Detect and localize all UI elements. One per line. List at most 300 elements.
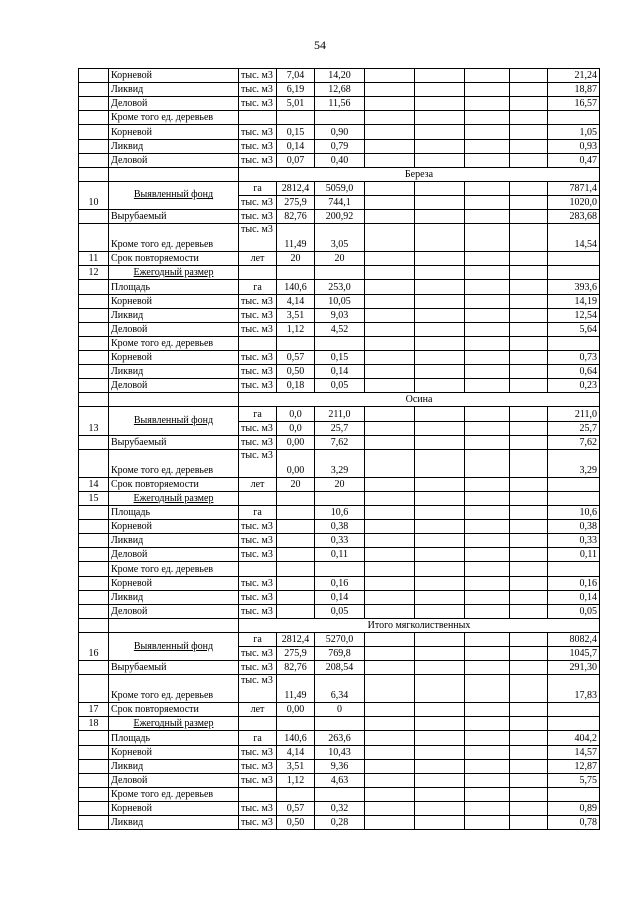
unit-cell: тыс. м3 (239, 83, 277, 97)
row-label: Выявленный фонд (109, 632, 239, 660)
table-row (79, 111, 600, 125)
value-cell: 0,50 (277, 816, 315, 830)
section-title: Береза (239, 167, 600, 181)
empty-cell (415, 505, 465, 519)
value-cell (277, 520, 315, 534)
table-row (79, 83, 600, 97)
empty-cell (465, 210, 510, 224)
total-cell: 7,62 (548, 435, 600, 449)
row-number (79, 97, 109, 111)
empty-cell (365, 435, 415, 449)
value-cell: 5270,0 (315, 632, 365, 646)
table-row (79, 477, 600, 491)
empty-cell (510, 745, 548, 759)
row-label: Вырубаемый (109, 435, 239, 449)
empty-cell (415, 111, 465, 125)
empty-cell (465, 449, 510, 477)
empty-cell (365, 505, 415, 519)
unit-cell: лет (239, 477, 277, 491)
value-cell: 275,9 (277, 195, 315, 209)
row-number (79, 167, 109, 181)
empty-cell (465, 759, 510, 773)
empty-cell (365, 280, 415, 294)
row-number (79, 393, 109, 407)
value-cell: 0,57 (277, 802, 315, 816)
row-number (79, 731, 109, 745)
table-row (79, 632, 600, 646)
empty-cell (548, 491, 600, 505)
empty-cell (415, 590, 465, 604)
empty-cell (415, 308, 465, 322)
total-cell: 12,87 (548, 759, 600, 773)
empty-cell (465, 266, 510, 280)
value-cell: 3,51 (277, 308, 315, 322)
row-label: Деловой (109, 97, 239, 111)
total-cell: 0,64 (548, 365, 600, 379)
empty-cell (510, 181, 548, 195)
total-cell: 393,6 (548, 280, 600, 294)
table-row (79, 534, 600, 548)
table-row (79, 252, 600, 266)
table-row (79, 322, 600, 336)
total-cell (548, 111, 600, 125)
unit-cell: тыс. м3 (239, 520, 277, 534)
unit-cell: тыс. м3 (239, 816, 277, 830)
row-number (79, 435, 109, 449)
value-cell: 7,04 (277, 69, 315, 83)
value-cell: 0,57 (277, 350, 315, 364)
empty-cell (465, 407, 510, 421)
empty-cell (465, 139, 510, 153)
empty-cell (465, 505, 510, 519)
value-cell: 140,6 (277, 280, 315, 294)
value-cell: 263,6 (315, 731, 365, 745)
empty-cell (415, 153, 465, 167)
empty-cell (465, 477, 510, 491)
total-cell: 0,14 (548, 590, 600, 604)
value-cell: 0,00 (277, 703, 315, 717)
row-number (79, 576, 109, 590)
row-label: Корневой (109, 745, 239, 759)
empty-cell (415, 548, 465, 562)
value-cell: 20 (315, 252, 365, 266)
empty-cell (365, 308, 415, 322)
table-row (79, 816, 600, 830)
value-cell (277, 548, 315, 562)
value-cell: 2812,4 (277, 181, 315, 195)
empty-cell (365, 745, 415, 759)
empty-cell (365, 210, 415, 224)
value-cell: 11,56 (315, 97, 365, 111)
empty-cell (415, 139, 465, 153)
row-label: Площадь (109, 505, 239, 519)
empty-cell (365, 647, 415, 661)
empty-cell (465, 731, 510, 745)
empty-cell (365, 83, 415, 97)
total-cell: 14,57 (548, 745, 600, 759)
empty-cell (510, 252, 548, 266)
row-number (79, 520, 109, 534)
row-label: Ликвид (109, 139, 239, 153)
empty-cell (465, 280, 510, 294)
empty-cell (365, 139, 415, 153)
row-label: Корневой (109, 125, 239, 139)
row-number: 13 (79, 407, 109, 435)
empty-cell (365, 477, 415, 491)
empty-cell (510, 534, 548, 548)
row-label: Площадь (109, 280, 239, 294)
value-cell: 0,16 (315, 576, 365, 590)
empty-cell (510, 675, 548, 703)
empty-cell (510, 210, 548, 224)
total-cell: 12,54 (548, 308, 600, 322)
table-row (79, 224, 600, 252)
value-cell: 10,6 (315, 505, 365, 519)
unit-cell: тыс. м3 (239, 548, 277, 562)
empty-cell (365, 787, 415, 801)
row-number (79, 294, 109, 308)
empty-cell (109, 167, 239, 181)
table-row (79, 449, 600, 477)
value-cell: 0,0 (277, 421, 315, 435)
table-row (79, 181, 600, 195)
row-number (79, 308, 109, 322)
table-row (79, 745, 600, 759)
empty-cell (315, 491, 365, 505)
value-cell: 0 (315, 703, 365, 717)
empty-cell (510, 731, 548, 745)
empty-cell (465, 350, 510, 364)
value-cell (277, 111, 315, 125)
empty-cell (365, 491, 415, 505)
empty-cell (315, 266, 365, 280)
value-cell: 20 (315, 477, 365, 491)
value-cell: 200,92 (315, 210, 365, 224)
total-cell: 10,6 (548, 505, 600, 519)
row-label: Кроме того ед. деревьев (109, 224, 239, 252)
empty-cell (465, 576, 510, 590)
table-row (79, 505, 600, 519)
empty-cell (510, 308, 548, 322)
table-row (79, 210, 600, 224)
empty-cell (415, 407, 465, 421)
row-label: Ликвид (109, 308, 239, 322)
value-cell: 10,05 (315, 294, 365, 308)
empty-cell (415, 604, 465, 618)
total-cell (548, 787, 600, 801)
row-number (79, 449, 109, 477)
value-cell (277, 604, 315, 618)
value-cell: 744,1 (315, 195, 365, 209)
total-cell: 0,78 (548, 816, 600, 830)
empty-cell (510, 477, 548, 491)
empty-cell (510, 407, 548, 421)
row-label: Корневой (109, 69, 239, 83)
value-cell (277, 534, 315, 548)
row-number: 14 (79, 477, 109, 491)
empty-cell (510, 350, 548, 364)
empty-cell (510, 520, 548, 534)
empty-cell (510, 802, 548, 816)
value-cell: 0,00 (277, 449, 315, 477)
value-cell: 0,28 (315, 816, 365, 830)
row-number (79, 661, 109, 675)
empty-cell (109, 393, 239, 407)
row-label: Выявленный фонд (109, 407, 239, 435)
empty-cell (465, 534, 510, 548)
table-row (79, 153, 600, 167)
empty-cell (465, 224, 510, 252)
unit-cell: тыс. м3 (239, 379, 277, 393)
empty-cell (365, 224, 415, 252)
value-cell: 3,05 (315, 224, 365, 252)
value-cell: 0,0 (277, 407, 315, 421)
table-row (79, 703, 600, 717)
row-label: Деловой (109, 379, 239, 393)
unit-cell: тыс. м3 (239, 195, 277, 209)
row-number (79, 759, 109, 773)
empty-cell (510, 604, 548, 618)
value-cell: 2812,4 (277, 632, 315, 646)
empty-cell (415, 745, 465, 759)
section-row (79, 618, 600, 632)
empty-cell (365, 562, 415, 576)
row-number (79, 505, 109, 519)
empty-cell (510, 505, 548, 519)
value-cell: 0,40 (315, 153, 365, 167)
empty-cell (465, 647, 510, 661)
empty-cell (465, 308, 510, 322)
value-cell: 0,00 (277, 435, 315, 449)
empty-cell (365, 97, 415, 111)
unit-cell (239, 111, 277, 125)
row-label: Вырубаемый (109, 661, 239, 675)
empty-cell (510, 266, 548, 280)
total-cell: 5,64 (548, 322, 600, 336)
empty-cell (465, 83, 510, 97)
empty-cell (365, 548, 415, 562)
value-cell: 0,32 (315, 802, 365, 816)
row-label: Вырубаемый (109, 210, 239, 224)
value-cell: 140,6 (277, 731, 315, 745)
unit-cell: тыс. м3 (239, 308, 277, 322)
empty-cell (510, 590, 548, 604)
empty-cell (415, 562, 465, 576)
unit-cell: га (239, 280, 277, 294)
table-row (79, 139, 600, 153)
table-row (79, 661, 600, 675)
empty-cell (415, 435, 465, 449)
empty-cell (239, 717, 277, 731)
total-cell: 0,23 (548, 379, 600, 393)
empty-cell (415, 632, 465, 646)
unit-cell: га (239, 181, 277, 195)
row-label: Ликвид (109, 534, 239, 548)
empty-cell (365, 195, 415, 209)
value-cell: 253,0 (315, 280, 365, 294)
value-cell: 4,52 (315, 322, 365, 336)
row-number: 17 (79, 703, 109, 717)
row-number (79, 210, 109, 224)
value-cell: 0,18 (277, 379, 315, 393)
value-cell: 6,34 (315, 675, 365, 703)
row-label: Ежегодный размер (109, 266, 239, 280)
empty-cell (415, 759, 465, 773)
table-row (79, 69, 600, 83)
empty-cell (365, 759, 415, 773)
table-row (79, 520, 600, 534)
unit-cell: га (239, 731, 277, 745)
table-row (79, 576, 600, 590)
empty-cell (465, 153, 510, 167)
total-cell: 16,57 (548, 97, 600, 111)
table-row (79, 435, 600, 449)
empty-cell (510, 224, 548, 252)
empty-cell (365, 252, 415, 266)
empty-cell (365, 153, 415, 167)
table-row (79, 350, 600, 364)
empty-cell (365, 69, 415, 83)
row-number (79, 350, 109, 364)
table-row (79, 280, 600, 294)
empty-cell (510, 435, 548, 449)
value-cell: 82,76 (277, 661, 315, 675)
empty-cell (510, 449, 548, 477)
row-label: Площадь (109, 731, 239, 745)
row-label: Ежегодный размер (109, 491, 239, 505)
empty-cell (465, 675, 510, 703)
empty-cell (365, 717, 415, 731)
row-number (79, 534, 109, 548)
empty-cell (465, 365, 510, 379)
empty-cell (510, 717, 548, 731)
empty-cell (465, 125, 510, 139)
empty-cell (415, 266, 465, 280)
total-cell: 0,33 (548, 534, 600, 548)
empty-cell (365, 590, 415, 604)
empty-cell (465, 590, 510, 604)
unit-cell: тыс. м3 (239, 604, 277, 618)
total-cell: 0,89 (548, 802, 600, 816)
total-cell: 18,87 (548, 83, 600, 97)
empty-cell (365, 111, 415, 125)
table-row (79, 675, 600, 703)
row-number (79, 322, 109, 336)
empty-cell (510, 69, 548, 83)
empty-cell (415, 125, 465, 139)
empty-cell (510, 773, 548, 787)
row-number (79, 816, 109, 830)
value-cell: 20 (277, 477, 315, 491)
empty-cell (510, 576, 548, 590)
value-cell: 10,43 (315, 745, 365, 759)
empty-cell (465, 111, 510, 125)
empty-cell (465, 97, 510, 111)
empty-cell (277, 491, 315, 505)
empty-cell (510, 139, 548, 153)
row-number (79, 336, 109, 350)
value-cell: 9,03 (315, 308, 365, 322)
empty-cell (465, 195, 510, 209)
row-label: Деловой (109, 604, 239, 618)
empty-cell (465, 181, 510, 195)
empty-cell (415, 787, 465, 801)
empty-cell (277, 717, 315, 731)
empty-cell (415, 379, 465, 393)
total-cell: 404,2 (548, 731, 600, 745)
empty-cell (365, 350, 415, 364)
empty-cell (465, 562, 510, 576)
value-cell: 0,33 (315, 534, 365, 548)
value-cell: 0,50 (277, 365, 315, 379)
empty-cell (315, 717, 365, 731)
empty-cell (465, 69, 510, 83)
empty-cell (365, 266, 415, 280)
total-cell: 8082,4 (548, 632, 600, 646)
row-label: Кроме того ед. деревьев (109, 787, 239, 801)
empty-cell (465, 322, 510, 336)
unit-cell: тыс. м3 (239, 745, 277, 759)
empty-cell (510, 787, 548, 801)
row-label: Ликвид (109, 365, 239, 379)
row-label: Корневой (109, 802, 239, 816)
value-cell: 0,38 (315, 520, 365, 534)
empty-cell (465, 336, 510, 350)
table-row (79, 294, 600, 308)
empty-cell (548, 717, 600, 731)
empty-cell (510, 83, 548, 97)
empty-cell (365, 294, 415, 308)
unit-cell: тыс. м3 (239, 590, 277, 604)
row-number: 16 (79, 632, 109, 660)
value-cell: 0,90 (315, 125, 365, 139)
empty-cell (415, 576, 465, 590)
empty-cell (415, 294, 465, 308)
value-cell: 11,49 (277, 675, 315, 703)
value-cell (277, 787, 315, 801)
row-number (79, 125, 109, 139)
row-number (79, 604, 109, 618)
empty-cell (365, 703, 415, 717)
value-cell: 769,8 (315, 647, 365, 661)
unit-cell: тыс. м3 (239, 210, 277, 224)
row-label: Корневой (109, 520, 239, 534)
row-number (79, 548, 109, 562)
value-cell (315, 111, 365, 125)
unit-cell: тыс. м3 (239, 139, 277, 153)
empty-cell (365, 520, 415, 534)
value-cell: 5059,0 (315, 181, 365, 195)
section-title: Осина (239, 393, 600, 407)
unit-cell: тыс. м3 (239, 675, 277, 703)
unit-cell: тыс. м3 (239, 97, 277, 111)
empty-cell (365, 661, 415, 675)
row-label: Ежегодный размер (109, 717, 239, 731)
unit-cell: тыс. м3 (239, 350, 277, 364)
value-cell: 0,15 (277, 125, 315, 139)
empty-cell (365, 675, 415, 703)
total-cell: 0,47 (548, 153, 600, 167)
value-cell: 1,12 (277, 773, 315, 787)
empty-cell (465, 632, 510, 646)
empty-cell (465, 717, 510, 731)
empty-cell (415, 224, 465, 252)
table-row (79, 548, 600, 562)
unit-cell: тыс. м3 (239, 224, 277, 252)
unit-cell: тыс. м3 (239, 322, 277, 336)
value-cell: 0,14 (315, 590, 365, 604)
total-cell: 17,83 (548, 675, 600, 703)
